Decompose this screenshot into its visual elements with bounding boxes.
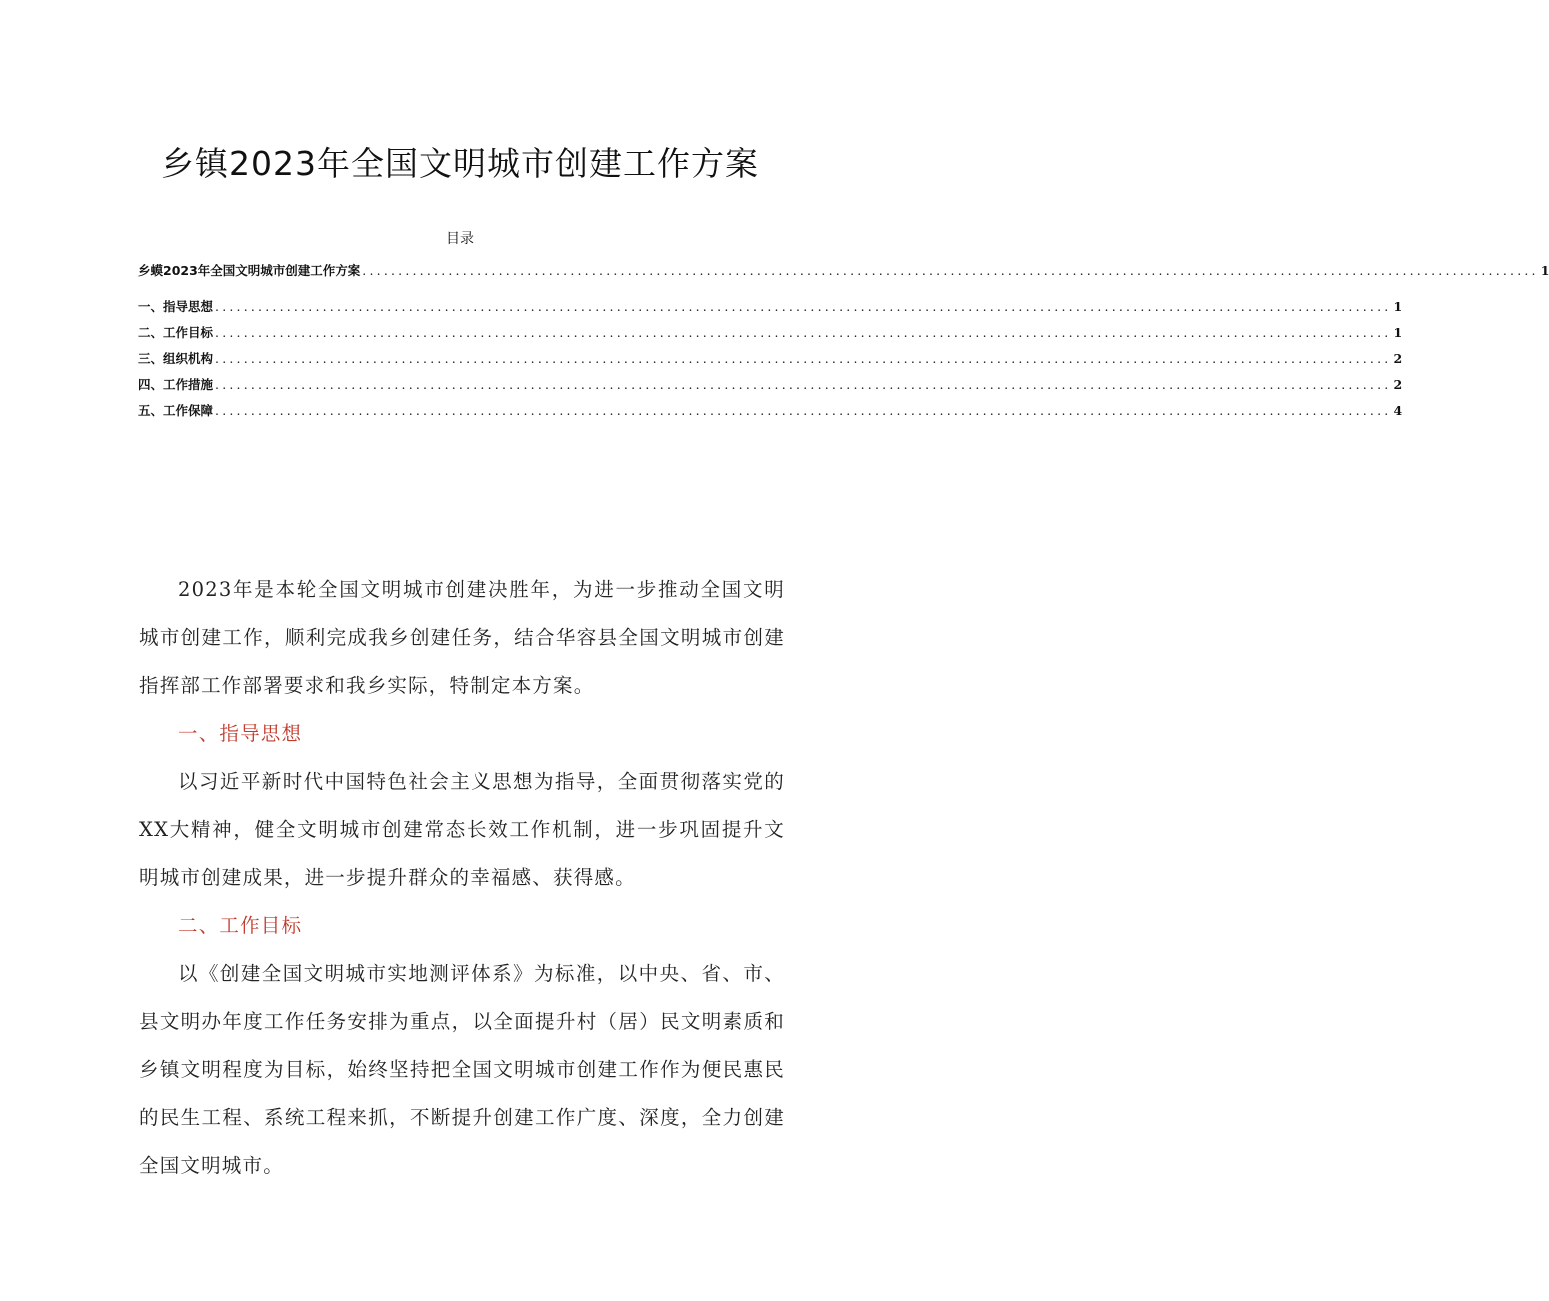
- toc-leader-dots: ....................................................................................................................................................................: [215, 351, 1392, 366]
- toc-entry-label: 二、工作目标: [138, 325, 214, 340]
- toc-leader-dots: ....................................................................................................................................................................: [215, 377, 1392, 392]
- toc-entry-page: 1: [1393, 325, 1403, 340]
- toc-entry-label: 五、工作保障: [138, 403, 214, 418]
- toc-entry-page: 2: [1393, 351, 1403, 366]
- toc-entry-organization[interactable]: [138, 346, 1403, 372]
- toc-entry-page: 4: [1393, 403, 1403, 418]
- document-title: 乡镇2023年全国文明城市创建工作方案: [161, 144, 759, 183]
- toc-entry-page: 2: [1393, 377, 1403, 392]
- toc-entry-work-goals[interactable]: [138, 320, 1403, 346]
- toc-entry-page: 1: [1393, 299, 1403, 314]
- toc-leader-dots: ....................................................................................................................................................................: [215, 299, 1392, 314]
- table-of-contents: [138, 258, 1549, 424]
- toc-entry-label: 四、工作措施: [138, 377, 214, 392]
- section-heading-work-goals: 二、工作目标: [178, 914, 303, 937]
- toc-leader-dots: ....................................................................................................................................................................: [215, 325, 1392, 340]
- toc-entry-label: 一、指导思想: [138, 299, 214, 314]
- toc-entry-label: 乡蟆2023年全国文明城市创建工作方案: [138, 263, 361, 278]
- toc-entry-page: 1: [1540, 263, 1549, 278]
- toc-leader-dots: ....................................................................................................................................................................: [362, 263, 1539, 278]
- toc-entry-title[interactable]: [138, 258, 1549, 294]
- document-body: [139, 566, 785, 1190]
- section-paragraph-work-goals: 以《创建全国文明城市实地测评体系》为标准，以中央、省、市、县文明办年度工作任务安排为重点，以全面提升村（居）民文明素质和乡镇文明程度为目标，始终坚持把全国文明城市创建工作作为便民惠民的民生工程、系统工程来抓，不断提升创建工作广度、深度，全力创建全国文明城市。: [139, 962, 785, 1177]
- toc-leader-dots: ....................................................................................................................................................................: [215, 403, 1392, 418]
- intro-paragraph: 2023年是本轮全国文明城市创建决胜年，为进一步推动全国文明城市创建工作，顺利完成我乡创建任务，结合华容县全国文明城市创建指挥部工作部署要求和我乡实际，特制定本方案。: [139, 578, 785, 697]
- toc-entry-label: 三、组织机构: [138, 351, 214, 366]
- toc-entry-work-measures[interactable]: [138, 372, 1403, 398]
- toc-entry-guiding-ideology[interactable]: [138, 294, 1403, 320]
- toc-heading: 目录: [446, 231, 474, 247]
- toc-entry-work-guarantee[interactable]: [138, 398, 1403, 424]
- section-paragraph-guiding-ideology: 以习近平新时代中国特色社会主义思想为指导，全面贯彻落实党的XX大精神，健全文明城市创建常态长效工作机制，进一步巩固提升文明城市创建成果，进一步提升群众的幸福感、获得感。: [139, 770, 785, 889]
- section-heading-guiding-ideology: 一、指导思想: [178, 722, 303, 745]
